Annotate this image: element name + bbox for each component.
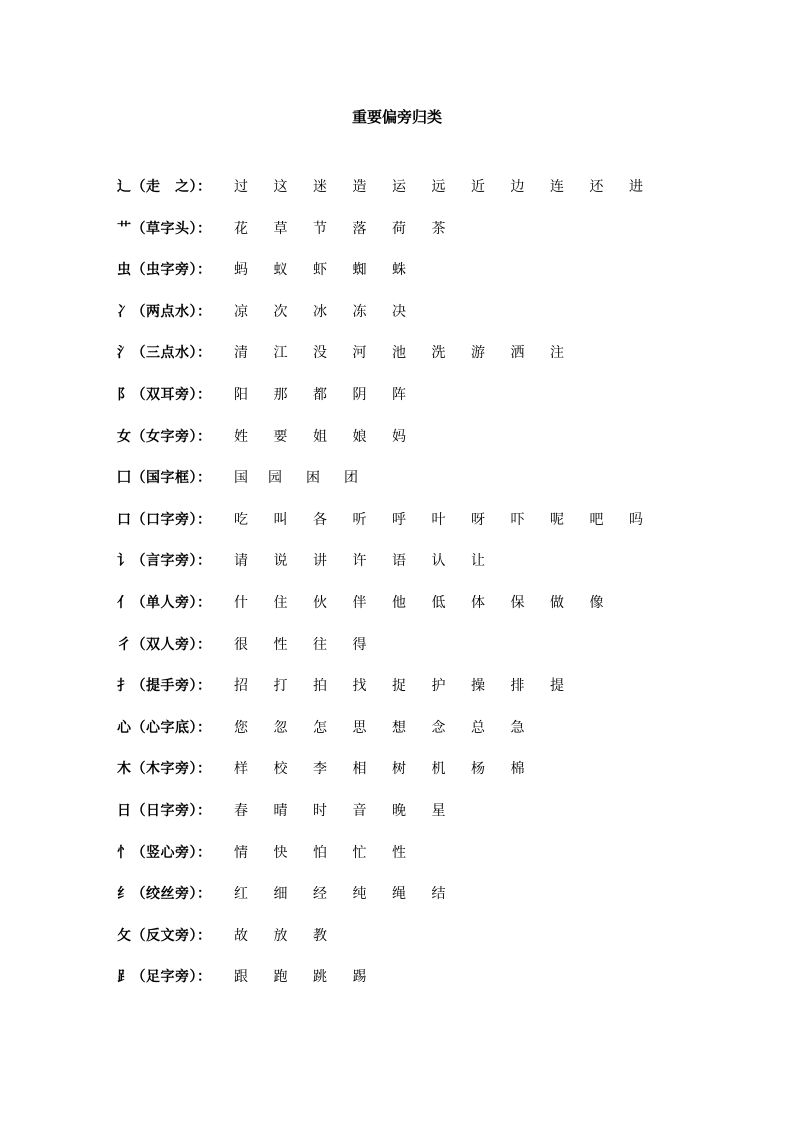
example-character: 蛛: [392, 262, 406, 279]
example-character: 叶: [431, 511, 446, 528]
example-character: 招: [234, 678, 248, 695]
example-character: 讲: [313, 553, 327, 570]
example-character: 还: [589, 179, 604, 195]
example-character: 节: [313, 220, 327, 237]
example-character: 打: [273, 678, 288, 695]
example-character: 很: [234, 636, 248, 653]
radical-label: 扌（提手旁）：: [117, 678, 212, 695]
example-character: 保: [510, 595, 525, 611]
example-character: 落: [352, 220, 367, 237]
example-character: 思: [352, 719, 367, 736]
example-character: 放: [273, 927, 288, 944]
example-character: 星: [431, 803, 446, 819]
example-character: 经: [313, 886, 327, 903]
example-character: 像: [589, 595, 604, 611]
example-character: 吗: [629, 511, 643, 528]
example-character: 吃: [234, 511, 248, 528]
example-character: 阴: [352, 387, 367, 403]
example-character: 各: [313, 511, 327, 528]
example-character: 凉: [234, 303, 248, 320]
example-character: 边: [510, 179, 525, 195]
example-character: 蚁: [273, 262, 288, 279]
radical-label: 艹（草字头）：: [117, 220, 212, 237]
example-character: 妈: [392, 428, 406, 445]
example-character: 杨: [471, 761, 485, 778]
radical-label: ⻊（足字旁）：: [117, 969, 212, 986]
example-character: 没: [313, 345, 327, 362]
example-character: 教: [313, 927, 327, 944]
example-character: 池: [392, 345, 406, 362]
radical-label: 纟（绞丝旁）：: [117, 886, 212, 903]
example-character: 红: [234, 886, 248, 903]
example-character: 国: [234, 470, 248, 487]
example-character: 晚: [392, 803, 406, 819]
example-character: 洗: [431, 345, 446, 362]
example-character: 往: [313, 636, 327, 653]
example-character: 性: [273, 636, 288, 653]
example-character: 请: [234, 553, 248, 570]
example-character: 蜘: [352, 262, 367, 279]
example-character: 时: [313, 803, 327, 819]
example-character: 踢: [352, 969, 367, 986]
example-character: 提: [550, 678, 564, 695]
example-character: 许: [352, 553, 367, 570]
example-character: 冰: [313, 303, 327, 320]
example-character: 音: [352, 803, 367, 819]
example-character: 跳: [313, 969, 327, 986]
example-character: 忙: [352, 844, 367, 861]
example-character: 什: [234, 595, 248, 611]
example-character: 棉: [510, 761, 525, 778]
example-character: 茶: [431, 220, 446, 237]
example-character: 做: [550, 595, 564, 611]
example-character: 李: [313, 761, 327, 778]
example-character: 姐: [313, 428, 327, 445]
example-character: 结: [431, 886, 446, 903]
example-character: 他: [392, 595, 406, 611]
example-character: 吧: [589, 511, 604, 528]
example-character: 次: [273, 303, 288, 320]
example-character: 故: [234, 927, 248, 944]
example-character: 决: [392, 303, 406, 320]
example-character: 清: [234, 345, 248, 362]
example-character: 呼: [392, 511, 406, 528]
example-character: 让: [471, 553, 485, 570]
radical-label: 心（心字底）：: [117, 719, 212, 736]
example-character: 草: [273, 220, 288, 237]
example-character: 细: [273, 886, 288, 903]
example-character: 听: [352, 511, 367, 528]
example-character: 认: [431, 553, 446, 570]
example-character: 花: [234, 220, 248, 237]
example-character: 相: [352, 761, 367, 778]
example-character: 洒: [510, 345, 525, 362]
example-character: 样: [234, 761, 248, 778]
example-character: 蚂: [234, 262, 248, 279]
example-character: 迷: [313, 179, 327, 195]
example-character: 念: [431, 719, 446, 736]
example-character: 低: [431, 595, 446, 611]
example-character: 运: [392, 179, 406, 195]
example-character: 找: [352, 678, 367, 695]
example-character: 拍: [313, 678, 327, 695]
example-character: 虾: [313, 262, 327, 279]
example-character: 进: [629, 179, 643, 195]
example-character: 娘: [352, 428, 367, 445]
radical-label: 讠（言字旁）：: [117, 553, 212, 570]
example-character: 阳: [234, 387, 248, 403]
example-character: 纯: [352, 886, 367, 903]
example-character: 叫: [273, 511, 288, 528]
radical-label: 虫（虫字旁）：: [117, 262, 212, 279]
example-character: 体: [471, 595, 485, 611]
radical-label: 口（口字旁）：: [117, 511, 212, 528]
example-character: 困: [306, 470, 320, 487]
radical-label: 日（日字旁）：: [117, 803, 212, 819]
example-character: 那: [273, 387, 288, 403]
example-character: 忽: [273, 719, 288, 736]
example-character: 语: [392, 553, 406, 570]
radical-label: 女（女字旁）：: [117, 428, 212, 445]
radical-label: 攵（反文旁）：: [117, 927, 212, 944]
example-character: 绳: [392, 886, 406, 903]
example-character: 机: [431, 761, 446, 778]
example-character: 得: [352, 636, 367, 653]
example-character: 树: [392, 761, 406, 778]
radical-label: 亻（单人旁）：: [117, 595, 212, 611]
example-character: 总: [471, 719, 485, 736]
radical-label: 冫（两点水）：: [117, 303, 212, 320]
example-character: 呢: [550, 511, 564, 528]
example-character: 怕: [313, 844, 327, 861]
example-character: 荷: [392, 220, 406, 237]
example-character: 住: [273, 595, 288, 611]
page-title: 重要偏旁归类: [351, 108, 442, 126]
example-character: 想: [392, 719, 406, 736]
example-character: 过: [234, 179, 248, 195]
example-character: 怎: [313, 719, 327, 736]
example-character: 护: [431, 678, 446, 695]
radical-label: 忄（竖心旁）：: [117, 844, 212, 861]
example-character: 园: [268, 470, 282, 487]
example-character: 说: [273, 553, 288, 570]
example-character: 排: [510, 678, 525, 695]
example-character: 操: [471, 678, 485, 695]
example-character: 连: [550, 179, 564, 195]
example-character: 河: [352, 345, 367, 362]
example-character: 注: [550, 345, 564, 362]
example-character: 快: [273, 844, 288, 861]
example-character: 姓: [234, 428, 248, 445]
radical-label: 氵（三点水）：: [117, 345, 212, 362]
example-character: 捉: [392, 678, 406, 695]
example-character: 阵: [392, 387, 406, 403]
example-character: 吓: [510, 511, 525, 528]
radical-label: 彳（双人旁）：: [117, 636, 212, 653]
radical-label: 辶（走 之）：: [117, 179, 212, 195]
example-character: 跑: [273, 969, 288, 986]
example-character: 远: [431, 179, 446, 195]
example-character: 都: [313, 387, 327, 403]
example-character: 春: [234, 803, 248, 819]
example-character: 您: [234, 719, 248, 736]
example-character: 跟: [234, 969, 248, 986]
example-character: 造: [352, 179, 367, 195]
example-character: 冻: [352, 303, 367, 320]
example-character: 伴: [352, 595, 367, 611]
radical-label: 阝（双耳旁）：: [117, 387, 212, 403]
example-character: 这: [273, 179, 288, 195]
radical-label: 囗（国字框）：: [117, 470, 212, 487]
example-character: 伙: [313, 595, 327, 611]
example-character: 游: [471, 345, 485, 362]
example-character: 要: [273, 428, 288, 445]
example-character: 校: [273, 761, 288, 778]
example-character: 近: [471, 179, 485, 195]
example-character: 性: [392, 844, 406, 861]
example-character: 急: [510, 719, 525, 736]
example-character: 江: [273, 345, 288, 362]
example-character: 情: [234, 844, 248, 861]
example-character: 呀: [471, 511, 485, 528]
radical-label: 木（木字旁）：: [117, 761, 212, 778]
example-character: 团: [344, 470, 358, 487]
example-character: 晴: [273, 803, 288, 819]
